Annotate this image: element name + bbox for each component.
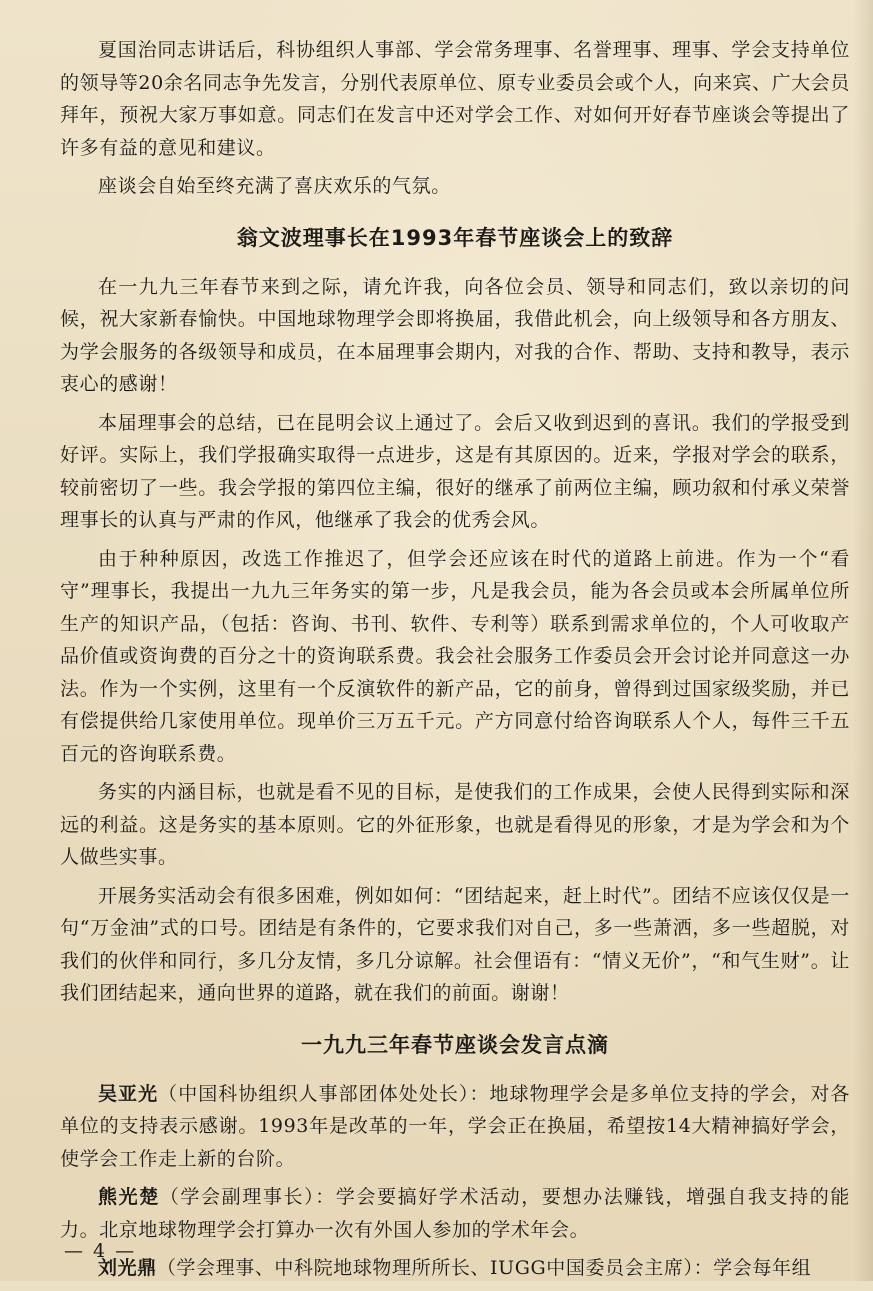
speaker-remark: （学会理事、中科院地球物理所所长、IUGG中国委员会主席）：学会每年组 <box>156 1257 812 1279</box>
page-content <box>60 34 850 1291</box>
speech-paragraph-4: 务实的内涵目标，也就是看不见的目标，是使我们的工作成果，会使人民得到实际和深远的利益。这是务实的基本原则。它的外征形象，也就是看得见的形象，才是为学会和为个人做些实事。 <box>60 781 850 868</box>
speaker-name: 熊光楚 <box>98 1186 160 1208</box>
speaker-entry <box>60 1181 850 1246</box>
speaker-entry <box>60 1078 850 1176</box>
speech-paragraph-2: 本届理事会的总结，已在昆明会议上通过了。会后又收到迟到的喜讯。我们的学报受到好评。实际上，我们学报确实取得一点进步，这是有其原因的。近来，学报对学会的联系，较前密切了一些。我会学报的第四位主编，很好的继承了前两位主编，顾功叙和付承义荣誉理事长的认真与严肃的作风，他继承了我会的优秀会风。 <box>60 411 850 531</box>
speaker-entry <box>60 1252 850 1285</box>
page-number: — 4 — <box>64 1240 137 1262</box>
page-edge-shadow <box>853 0 873 1281</box>
section-title-speech: 翁文波理事长在1993年春节座谈会上的致辞 <box>236 225 674 250</box>
speech-paragraph-1: 在一九九三年春节来到之际，请允许我，向各位会员、领导和同志们，致以亲切的问候，祝大家新春愉快。中国地球物理学会即将换届，我借此机会，向上级领导和各方朋友、为学会服务的各级领导和成员，在本届理事会期内，对我的合作、帮助、支持和教导，表示衷心的感谢！ <box>60 275 850 395</box>
speaker-remark: （学会副理事长）：学会要搞好学术活动，要想办法赚钱，增强自我支持的能力。北京地球物理学会打算办一次有外国人参加的学术年会。 <box>60 1186 850 1241</box>
section-title-remarks: 一九九三年春节座谈会发言点滴 <box>301 1032 609 1057</box>
speaker-remark: （中国科协组织人事部团体处处长）：地球物理学会是多单位支持的学会，对各单位的支持表示感谢。1993年是改革的一年，学会正在换届，希望按14大精神搞好学会，使学会工作走上新的台阶。 <box>60 1082 850 1170</box>
speaker-name: 吴亚光 <box>98 1082 159 1105</box>
intro-paragraph-2: 座谈会自始至终充满了喜庆欢乐的气氛。 <box>98 175 451 197</box>
speech-paragraph-3: 由于种种原因，改选工作推迟了，但学会还应该在时代的道路上前进。作为一个“看守”理事长，我提出一九九三年务实的第一步，凡是我会员，能为各会员或本会所属单位所生产的知识产品，（包括：咨询、书刊、软件、专利等）联系到需求单位的，个人可收取产品价值或资询费的百分之十的资询联系费。我会社会服务工作委员会开会讨论并同意这一办法。作为一个实例，这里有一个反演软件的新产品，它的前身，曾得到过国家级奖励，并已有偿提供给几家使用单位。现单价三万五千元。产方同意付给咨询联系人个人，每件三千五百元的咨询联系费。 <box>60 547 850 765</box>
speaker-name: 刘光鼎 <box>98 1257 157 1279</box>
intro-paragraph-1: 夏国治同志讲话后，科协组织人事部、学会常务理事、名誉理事、理事、学会支持单位的领导等20余名同志争先发言，分别代表原单位、原专业委员会或个人，向来宾、广大会员拜年，预祝大家万事如意。同志们在发言中还对学会工作、对如何开好春节座谈会等提出了许多有益的意见和建议。 <box>60 39 850 159</box>
speech-paragraph-5: 开展务实活动会有很多困难，例如如何：“团结起来，赶上时代”。团结不应该仅仅是一句“万金油”式的口号。团结是有条件的，它要求我们对自己，多一些萧洒，多一些超脱，对我们的伙伴和同行，多几分友情，多几分谅解。社会俚语有：“情义无价”，“和气生财”。让我们团结起来，通向世界的道路，就在我们的前面。谢谢！ <box>60 884 850 1004</box>
